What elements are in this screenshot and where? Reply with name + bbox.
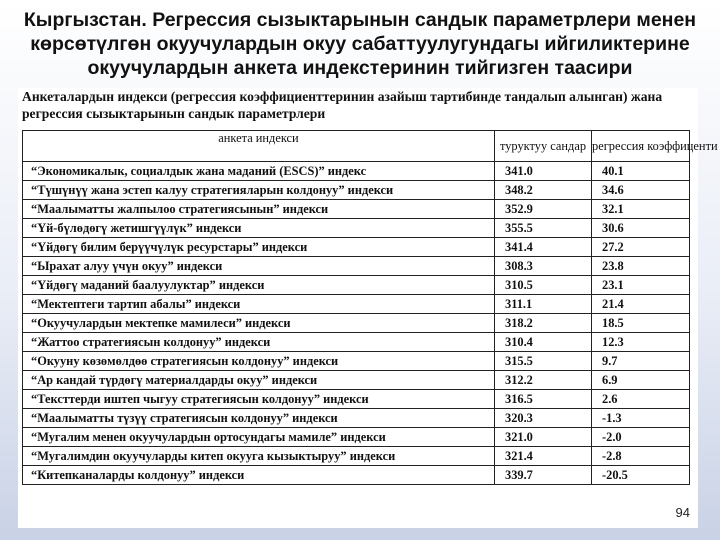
row-constant: 341.0 bbox=[495, 162, 592, 181]
row-label: “Мектептеги тартип абалы” индекси bbox=[23, 295, 495, 314]
row-label: “Мугалим менен окуучулардын ортосундагы мамиле” индекси bbox=[23, 428, 495, 447]
row-label: “Жаттоо стратегиясын колдонуу” индекси bbox=[23, 333, 495, 352]
table-row bbox=[23, 295, 690, 314]
row-coefficient: 2.6 bbox=[592, 390, 690, 409]
row-constant: 315.5 bbox=[495, 352, 592, 371]
row-constant: 320.3 bbox=[495, 409, 592, 428]
row-constant: 352.9 bbox=[495, 200, 592, 219]
row-label: “Экономикалык, социалдык жана маданий (ESCS)” индекс bbox=[23, 162, 495, 181]
row-constant: 308.3 bbox=[495, 257, 592, 276]
row-label: “Окууну көзөмөлдөө стратегиясын колдонуу” индекси bbox=[23, 352, 495, 371]
table-row bbox=[23, 238, 690, 257]
row-label: “Түшүнүү жана эстеп калуу стратегияларын колдонуу” индекси bbox=[23, 181, 495, 200]
table-row bbox=[23, 390, 690, 409]
page-number: 94 bbox=[675, 505, 690, 520]
row-label: “Үйдөгү маданий баалуулуктар” индекси bbox=[23, 276, 495, 295]
row-coefficient: 18.5 bbox=[592, 314, 690, 333]
row-constant: 321.4 bbox=[495, 447, 592, 466]
row-label: “Ырахат алуу үчүн окуу” индекси bbox=[23, 257, 495, 276]
row-coefficient: 9.7 bbox=[592, 352, 690, 371]
table-row bbox=[23, 447, 690, 466]
row-coefficient: 6.9 bbox=[592, 371, 690, 390]
row-constant: 341.4 bbox=[495, 238, 592, 257]
table-row bbox=[23, 181, 690, 200]
table-row bbox=[23, 314, 690, 333]
table-row bbox=[23, 428, 690, 447]
row-constant: 311.1 bbox=[495, 295, 592, 314]
table-row bbox=[23, 466, 690, 485]
header-coef: регрессия коэффиценти bbox=[592, 131, 690, 162]
row-label: “Мугалимдин окуучуларды китеп окууга кызыктыруу” индекси bbox=[23, 447, 495, 466]
row-label: “Үй-бүлөдөгү жетишгүүлүк” индекси bbox=[23, 219, 495, 238]
row-constant: 310.5 bbox=[495, 276, 592, 295]
row-coefficient: 21.4 bbox=[592, 295, 690, 314]
row-constant: 321.0 bbox=[495, 428, 592, 447]
table-row bbox=[23, 352, 690, 371]
slide-title: Кыргызстан. Регрессия сызыктарынын сандык параметрлери менен көрсөтүлгөн окуучулардын окуу сабаттуулугундагы ийгиликтерине окуучулардын анкета индекстеринин тийгизген таасири bbox=[23, 9, 697, 79]
row-coefficient: -2.0 bbox=[592, 428, 690, 447]
row-coefficient: 23.8 bbox=[592, 257, 690, 276]
row-coefficient: 27.2 bbox=[592, 238, 690, 257]
row-coefficient: -2.8 bbox=[592, 447, 690, 466]
row-constant: 312.2 bbox=[495, 371, 592, 390]
row-label: “Тексттерди иштеп чыгуу стратегиясын колдонуу” индекси bbox=[23, 390, 495, 409]
table-row bbox=[23, 333, 690, 352]
table-body bbox=[23, 162, 690, 485]
row-label: “Китепканаларды колдонуу” индекси bbox=[23, 466, 495, 485]
table-row bbox=[23, 257, 690, 276]
table-row bbox=[23, 371, 690, 390]
row-coefficient: -1.3 bbox=[592, 409, 690, 428]
row-label: “Ар кандай түрдөгү материалдарды окуу” индекси bbox=[23, 371, 495, 390]
row-coefficient: -20.5 bbox=[592, 466, 690, 485]
row-label: “Окуучулардын мектепке мамилеси” индекси bbox=[23, 314, 495, 333]
row-coefficient: 23.1 bbox=[592, 276, 690, 295]
row-label: “Үйдөгү билим берүүчүлүк ресурстары” индекси bbox=[23, 238, 495, 257]
row-constant: 355.5 bbox=[495, 219, 592, 238]
row-coefficient: 32.1 bbox=[592, 200, 690, 219]
row-label: “Маалыматты жалпылоо стратегиясынын” индекси bbox=[23, 200, 495, 219]
row-constant: 316.5 bbox=[495, 390, 592, 409]
row-coefficient: 12.3 bbox=[592, 333, 690, 352]
table-row bbox=[23, 162, 690, 181]
row-constant: 310.4 bbox=[495, 333, 592, 352]
row-coefficient: 34.6 bbox=[592, 181, 690, 200]
table-row bbox=[23, 200, 690, 219]
table-row bbox=[23, 219, 690, 238]
row-coefficient: 40.1 bbox=[592, 162, 690, 181]
header-index: анкета индекси bbox=[23, 131, 495, 162]
table-row bbox=[23, 276, 690, 295]
row-constant: 339.7 bbox=[495, 466, 592, 485]
table-row bbox=[23, 409, 690, 428]
header-constant: туруктуу сандар bbox=[495, 131, 592, 162]
row-label: “Маалыматты түзүү стратегиясын колдонуу” индекси bbox=[23, 409, 495, 428]
table-caption: Анкеталардын индекси (регрессия коэффициенттеринин азайыш тартибинде тандалып алынган) жана регрессия сызыктарынын сандык параметрлери bbox=[22, 89, 663, 121]
row-constant: 348.2 bbox=[495, 181, 592, 200]
table-header-row bbox=[23, 131, 690, 162]
table-sheet bbox=[18, 88, 718, 528]
regression-table bbox=[22, 130, 718, 485]
row-coefficient: 30.6 bbox=[592, 219, 690, 238]
row-constant: 318.2 bbox=[495, 314, 592, 333]
